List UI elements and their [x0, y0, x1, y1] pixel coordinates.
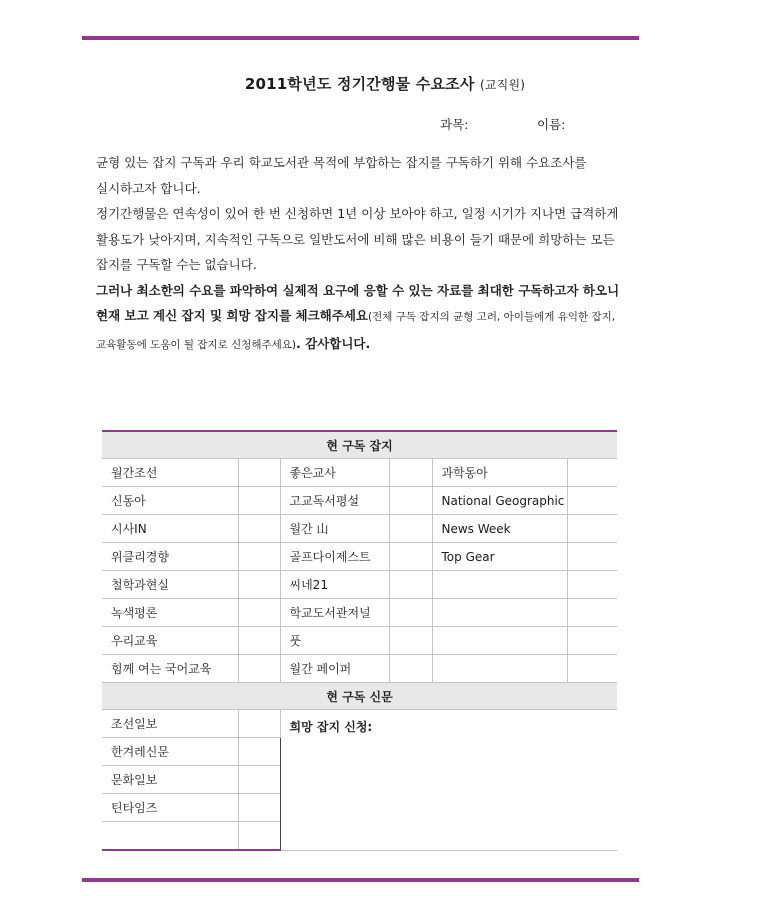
magazine-name: 힘께 여는 국어교육: [102, 655, 238, 683]
magazine-name: [432, 627, 567, 655]
newspaper-check-box[interactable]: [238, 738, 280, 766]
magazine-check-box[interactable]: [389, 599, 432, 627]
magazine-check-box[interactable]: [389, 487, 432, 515]
newspaper-name: 틴타임즈: [102, 794, 238, 822]
magazine-row: [102, 627, 617, 655]
magazine-name: 녹색평론: [102, 599, 238, 627]
magazine-name: 고교독서평설: [280, 487, 389, 515]
magazine-name: 시사IN: [102, 515, 238, 543]
magazine-check-box[interactable]: [567, 459, 617, 487]
subject-field-label: 과목:: [440, 117, 469, 132]
magazine-check-box[interactable]: [567, 627, 617, 655]
newspaper-check-box[interactable]: [238, 710, 280, 738]
magazine-check-box[interactable]: [238, 543, 280, 571]
magazine-name: 우리교육: [102, 627, 238, 655]
magazine-name: Top Gear: [432, 543, 567, 571]
bottom-divider: [82, 878, 639, 882]
page-title: [0, 73, 770, 94]
intro-thanks: . 감사합니다.: [296, 335, 371, 351]
intro-paragraph-3: [96, 278, 636, 359]
title-main: 2011학년도 정기간행물 수요조사: [244, 75, 475, 93]
magazine-row: [102, 487, 617, 515]
magazine-name: News Week: [432, 515, 567, 543]
magazine-name: 과학동아: [432, 459, 567, 487]
subscription-survey-table: [102, 430, 617, 851]
magazine-name: 위클리경향: [102, 543, 238, 571]
magazine-name: 좋은교사: [280, 459, 389, 487]
magazine-name: 학교도서관저널: [280, 599, 389, 627]
newspaper-name: 문화일보: [102, 766, 238, 794]
magazine-check-box[interactable]: [238, 655, 280, 683]
magazine-check-box[interactable]: [567, 655, 617, 683]
magazine-name: 씨네21: [280, 571, 389, 599]
magazine-row: [102, 515, 617, 543]
intro-paragraph-1: 균형 있는 잡지 구독과 우리 학교도서관 목적에 부합하는 잡지를 구독하기 위해 수요조사를 실시하고자 합니다.: [96, 155, 587, 196]
magazine-check-box[interactable]: [238, 571, 280, 599]
wish-magazine-request-area[interactable]: [280, 710, 617, 851]
intro-request-note: (전체 구독 잡지의 균형 고려, 아이들에게 유익한 잡지, 교육활동에 도움이 될 잡지로 신청해주세요): [96, 311, 616, 351]
magazine-check-box[interactable]: [567, 543, 617, 571]
magazine-check-box[interactable]: [389, 543, 432, 571]
magazine-check-box[interactable]: [389, 655, 432, 683]
magazine-check-box[interactable]: [567, 487, 617, 515]
magazine-check-box[interactable]: [567, 515, 617, 543]
magazine-row: [102, 459, 617, 487]
newspaper-name: 한겨레신문: [102, 738, 238, 766]
title-sub: (교직원): [479, 78, 526, 92]
top-divider: [82, 36, 639, 40]
magazine-check-box[interactable]: [567, 599, 617, 627]
intro-request-bold: 그러나 최소한의 수요를 파악하여 실제적 요구에 응할 수 있는 자료를 최대한 구독하고자 하오니 현재 보고 계신 잡지 및 희망 잡지를 체크해주세요: [96, 282, 620, 323]
magazine-name: 월간 페이퍼: [280, 655, 389, 683]
newspaper-check-box[interactable]: [238, 822, 280, 851]
intro-text: [96, 150, 636, 358]
magazine-row: [102, 655, 617, 683]
magazine-name: National Geographic: [432, 487, 567, 515]
magazine-name: [432, 655, 567, 683]
magazine-check-box[interactable]: [389, 627, 432, 655]
intro-paragraph-2: 정기간행물은 연속성이 있어 한 번 신청하면 1년 이상 보아야 하고, 일정 시기가 지나면 급격하게 활용도가 낮아지며, 지속적인 구독으로 일반도서에 비해 많은 비용이 들기 때문에 희망하는 모든 잡지를 구독할 수는 없습니다.: [96, 206, 619, 272]
magazine-name: 월간 山: [280, 515, 389, 543]
wish-magazine-label: 희망 잡지 신청:: [289, 720, 373, 734]
magazine-row: [102, 599, 617, 627]
magazine-name: [432, 599, 567, 627]
magazine-name: 신동아: [102, 487, 238, 515]
magazine-check-box[interactable]: [238, 599, 280, 627]
magazine-check-box[interactable]: [389, 515, 432, 543]
newspaper-name: 조선일보: [102, 710, 238, 738]
magazine-name: 풋: [280, 627, 389, 655]
magazine-row: [102, 543, 617, 571]
magazine-check-box[interactable]: [567, 571, 617, 599]
magazine-check-box[interactable]: [238, 459, 280, 487]
newspaper-check-box[interactable]: [238, 766, 280, 794]
magazine-check-box[interactable]: [238, 627, 280, 655]
magazine-check-box[interactable]: [238, 515, 280, 543]
magazine-name: 골프다이제스트: [280, 543, 389, 571]
magazine-name: 월간조선: [102, 459, 238, 487]
newspaper-name: [102, 822, 238, 851]
magazine-row: [102, 571, 617, 599]
newspaper-row: [102, 710, 617, 738]
magazine-name: [432, 571, 567, 599]
newspaper-check-box[interactable]: [238, 794, 280, 822]
magazines-header: 현 구독 잡지: [102, 431, 617, 459]
magazine-name: 철학과현실: [102, 571, 238, 599]
magazine-check-box[interactable]: [389, 571, 432, 599]
magazine-check-box[interactable]: [389, 459, 432, 487]
name-field-label: 이름:: [537, 117, 566, 132]
magazine-check-box[interactable]: [238, 487, 280, 515]
newspapers-header: 현 구독 신문: [102, 683, 617, 710]
